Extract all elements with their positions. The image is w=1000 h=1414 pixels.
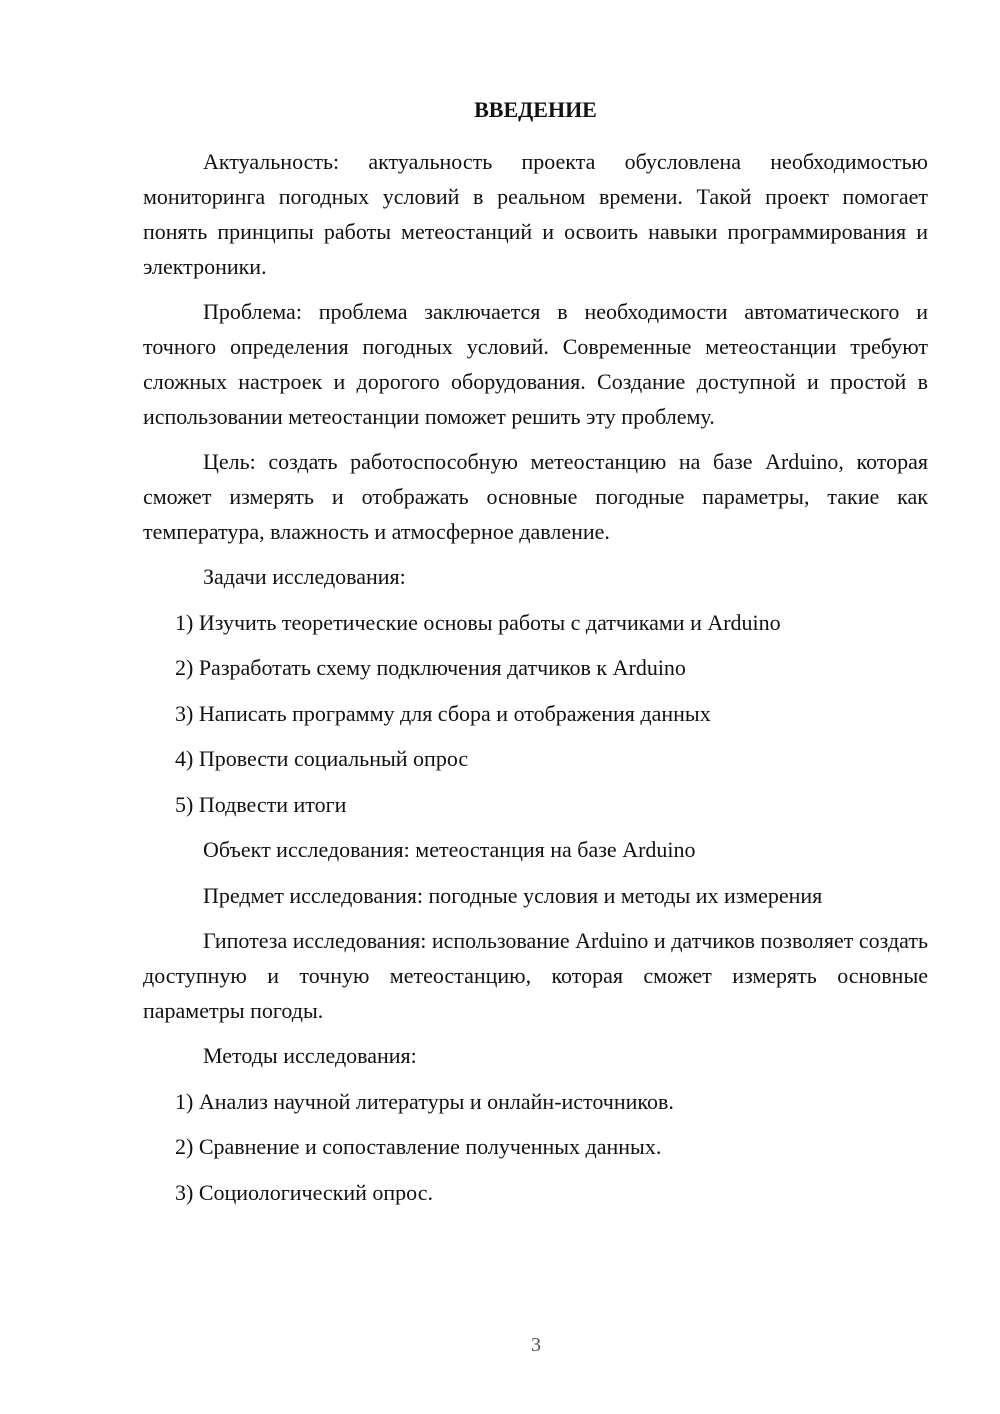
method-item: 2) Сравнение и сопоставление полученных данных. — [175, 1134, 662, 1159]
task-item: 2) Разработать схему подключения датчиков к Arduino — [175, 655, 686, 680]
relevance-paragraph: Актуальность: актуальность проекта обусловлена необходимостью мониторинга погодных условий в реальном времени. Такой проект помогает понять принципы работы метеостанций и освоить навыки программирования и электроники. — [143, 149, 928, 279]
task-item: 4) Провести социальный опрос — [175, 746, 469, 771]
method-item: 3) Социологический опрос. — [175, 1179, 433, 1205]
page-title: ВВЕДЕНИЕ — [474, 97, 597, 122]
task-item: 1) Изучить теоретические основы работы с датчиками и Arduino — [175, 609, 781, 635]
research-object: Объект исследования: метеостанция на базе Arduino — [203, 837, 696, 862]
methods-heading: Методы исследования: — [203, 1043, 417, 1068]
hypothesis-paragraph: Гипотеза исследования: использование Arduino и датчиков позволяет создать доступную и точную метеостанцию, которая сможет измерять основные параметры погоды. — [143, 928, 928, 1023]
task-item: 5) Подвести итоги — [175, 791, 347, 817]
document-body — [143, 96, 928, 1220]
tasks-heading: Задачи исследования: — [203, 564, 406, 589]
research-subject: Предмет исследования: погодные условия и методы их измерения — [203, 882, 823, 908]
page-number: 3 — [531, 1334, 541, 1356]
task-item: 3) Написать программу для сбора и отображения данных — [175, 700, 711, 726]
goal-paragraph: Цель: создать работоспособную метеостанцию на базе Arduino, которая сможет измерять и отображать основные погодные параметры, такие как температура, влажность и атмосферное давление. — [143, 449, 928, 544]
problem-paragraph: Проблема: проблема заключается в необходимости автоматического и точного определения погодных условий. Современные метеостанции требуют сложных настроек и дорогого оборудования. Создание доступной и простой в использовании метеостанции поможет решить эту проблему. — [143, 299, 928, 429]
method-item: 1) Анализ научной литературы и онлайн-источников. — [175, 1088, 674, 1114]
